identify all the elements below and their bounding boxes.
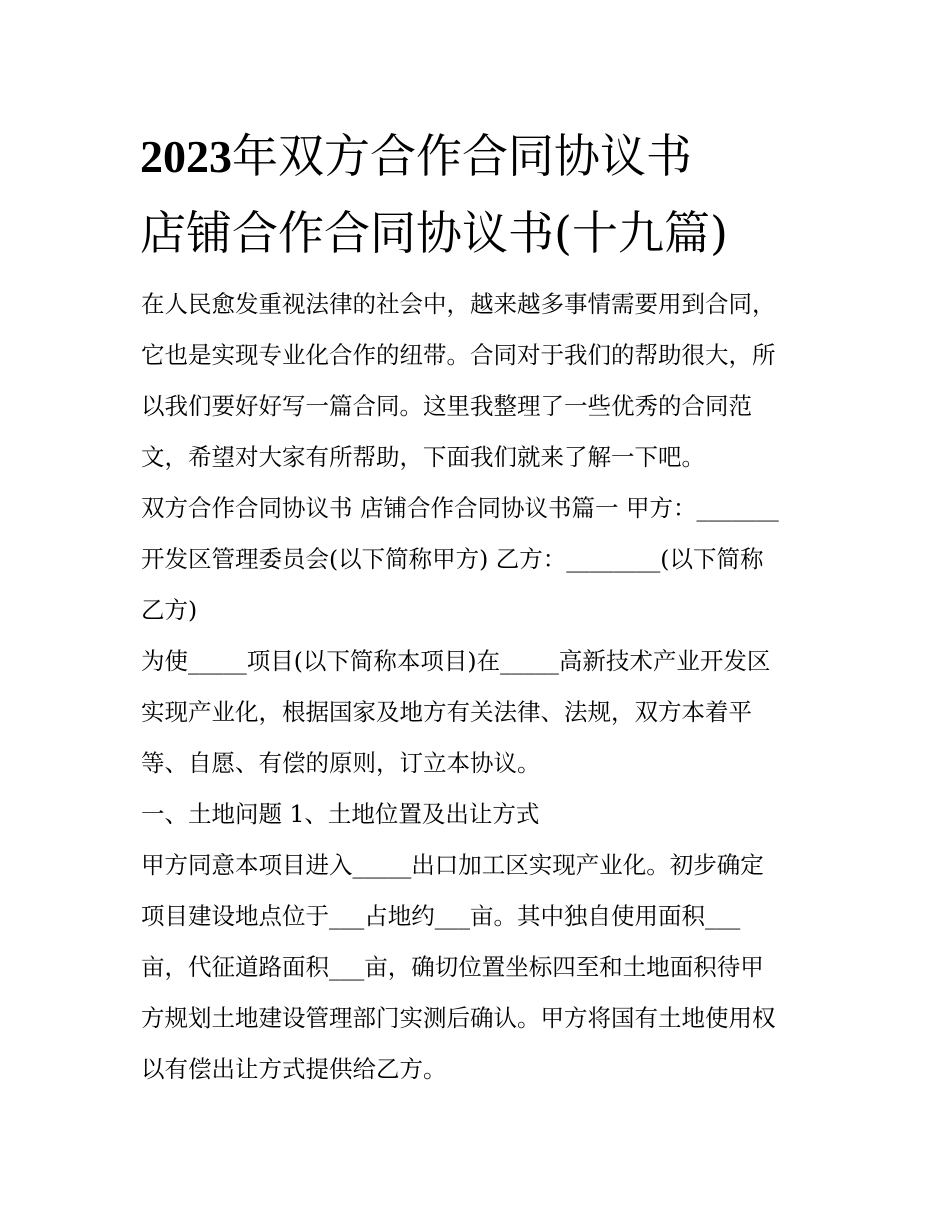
text-line: 它也是实现专业化合作的纽带。合同对于我们的帮助很大，所 — [141, 341, 776, 369]
text-line: 双方合作合同协议书 店铺合作合同协议书篇一 甲方：_______ — [141, 494, 779, 522]
text-line: 方规划土地建设管理部门实测后确认。甲方将国有土地使用权 — [141, 1004, 776, 1032]
text-line: 亩，代征道路面积___亩，确切位置坐标四至和土地面积待甲 — [141, 953, 764, 981]
title-text-2: 店铺合作合同协议书(十九篇) — [140, 206, 728, 260]
text-line: 乙方) — [141, 596, 198, 624]
document-title — [140, 118, 840, 271]
text-line: 项目建设地点位于___占地约___亩。其中独自使用面积___ — [141, 902, 741, 930]
text-line: 以我们要好好写一篇合同。这里我整理了一些优秀的合同范 — [141, 392, 752, 420]
title-line-2 — [140, 195, 840, 271]
paragraph-purpose — [141, 636, 821, 789]
title-year: 2023 — [140, 131, 232, 182]
text-line: 在人民愈发重视法律的社会中，越来越多事情需要用到合同， — [141, 290, 776, 318]
text-line: 实现产业化，根据国家及地方有关法律、法规，双方本着平 — [141, 698, 752, 726]
text-line: 甲方同意本项目进入_____出口加工区实现产业化。初步确定 — [141, 851, 764, 879]
document-body — [141, 279, 821, 1095]
section-heading-land — [141, 789, 821, 840]
text-line: 等、自愿、有偿的原则，订立本协议。 — [141, 749, 541, 777]
text-line: 一、土地问题 1、土地位置及出让方式 — [141, 800, 540, 828]
title-line-1 — [140, 118, 840, 195]
text-line: 为使_____项目(以下简称本项目)在_____高新技术产业开发区 — [141, 647, 771, 675]
paragraph-parties — [141, 483, 821, 636]
text-line: 以有偿出让方式提供给乙方。 — [141, 1055, 447, 1083]
text-line: 开发区管理委员会(以下简称甲方) 乙方：________(以下简称 — [141, 545, 764, 573]
paragraph-intro — [141, 279, 821, 483]
title-text-1: 年双方合作合同协议书 — [232, 129, 692, 183]
text-line: 文，希望对大家有所帮助，下面我们就来了解一下吧。 — [141, 443, 705, 471]
paragraph-land-location — [141, 840, 821, 1095]
